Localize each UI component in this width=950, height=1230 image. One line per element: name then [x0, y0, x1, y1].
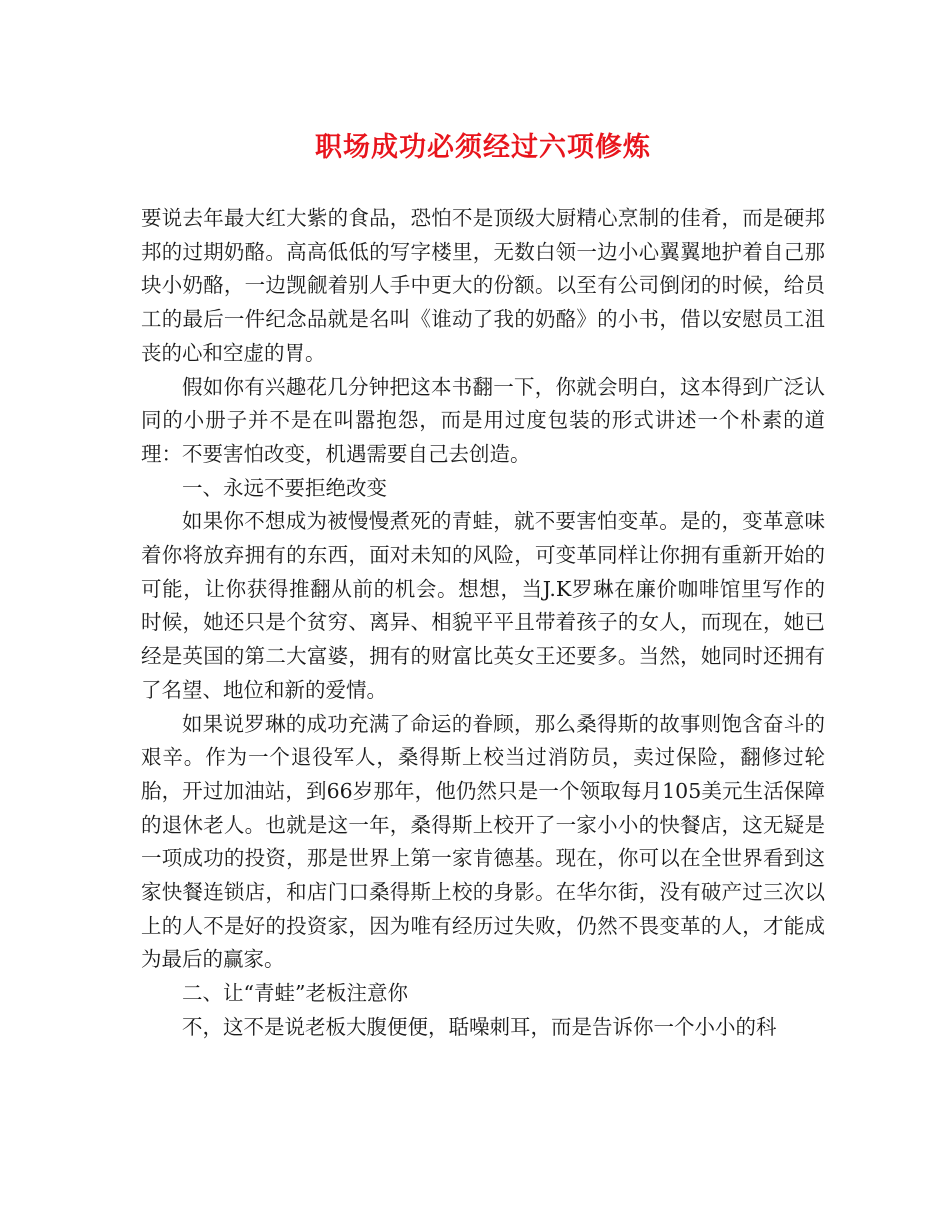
paragraph-intro: 要说去年最大红大紫的食品，恐怕不是顶级大厨精心烹制的佳肴，而是硬邦邦的过期奶酪。高高低低的写字楼里，无数白领一边小心翼翼地护着自己那块小奶酪，一边觊觎着别人手中更大的份额。以至有公司倒闭的时候，给员工的最后一件纪念品就是名叫《谁动了我的奶酪》的小书，借以安慰员工沮丧的心和空虚的胃。	[141, 206, 825, 365]
section-heading-1: 一、永远不要拒绝改变	[182, 475, 387, 500]
document-title: 职场成功必须经过六项修炼	[315, 132, 651, 163]
section-heading-2: 二、让“青蛙”老板注意你	[182, 981, 408, 1006]
document-body	[141, 202, 825, 1045]
paragraph-sanders: 如果说罗琳的成功充满了命运的眷顾，那么桑得斯的故事则饱含奋斗的艰辛。作为一个退役军人，桑得斯上校当过消防员，卖过保险，翻修过轮胎，开过加油站，到66岁那年，他仍然只是一个领取每月105美元生活保障的退休老人。也就是这一年，桑得斯上校开了一家小小的快餐店，这无疑是一项成功的投资，那是世界上第一家肯德基。现在，你可以在全世界看到这家快餐连锁店，和店门口桑得斯上校的身影。在华尔街，没有破产过三次以上的人不是好的投资家，因为唯有经历过失败，仍然不畏变革的人，才能成为最后的赢家。	[141, 711, 825, 972]
paragraph-book-summary: 假如你有兴趣花几分钟把这本书翻一下，你就会明白，这本得到广泛认同的小册子并不是在叫嚣抱怨，而是用过度包装的形式讲述一个朴素的道理：不要害怕改变，机遇需要自己去创造。	[141, 374, 825, 466]
paragraph-rowling: 如果你不想成为被慢慢煮死的青蛙，就不要害怕变革。是的，变革意味着你将放弃拥有的东西，面对未知的风险，可变革同样让你拥有重新开始的可能，让你获得推翻从前的机会。想想，当J.K罗琳在廉价咖啡馆里写作的时候，她还只是个贫穷、离异、相貌平平且带着孩子的女人，而现在，她已经是英国的第二大富婆，拥有的财富比英女王还要多。当然，她同时还拥有了名望、地位和新的爱情。	[141, 509, 825, 702]
paragraph-boss: 不，这不是说老板大腹便便，聒噪刺耳，而是告诉你一个小小的科	[182, 1014, 777, 1039]
